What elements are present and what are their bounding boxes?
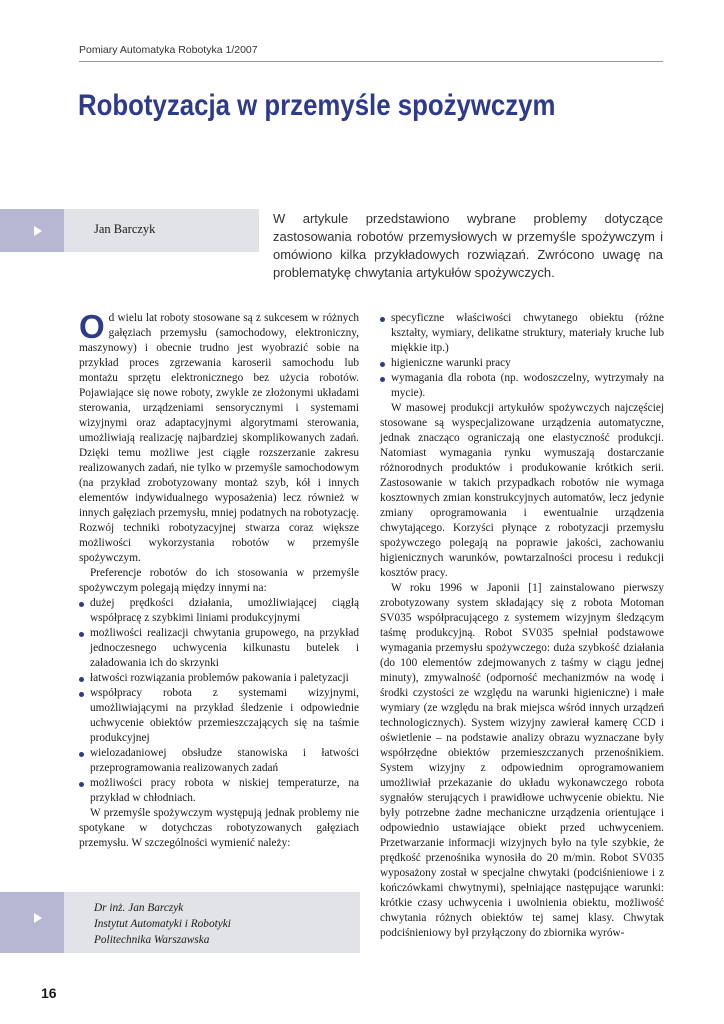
list-item: dużej prędkości działania, umożliwiającej ciągłą współpracę z szybkimi liniami produkcyjnymi [79,596,359,626]
closing-paragraph: W przemyśle spożywczym występują jednak problemy nie spotykane w dotychczas robotyzowanych gałęziach przemysłu. W szczególności wymienić należy: [79,807,359,849]
list-item: możliwości pracy robota w niskiej temperaturze, na przykład w chłodniach. [79,776,359,806]
body-paragraph: W masowej produkcji artykułów spożywczych najczęściej stosowane są wyspecjalizowane urządzenia automatyczne, jednak znacząco ograniczają one elastyczność produkcji. Natomiast wymagania rynku wymuszają dostarczanie różnorodnych produktów i produkowanie krótkich serii. Zastosowanie w takich przypadkach robotów nie wymaga kosztownych zmian konstrukcyjnych automatów, lecz jedynie zmiany oprogramowania i ewentualnie urządzenia chwytającego. Korzyści płynące z robotyzacji przemysłu spożywczego polegają na poprawie jakości, zachowaniu higienicznych warunków, powtarzalności procesu i redukcji kosztów pracy. [380,402,664,579]
abstract: W artykule przedstawiono wybrane problemy dotyczące zastosowania robotów przemysłowych w przemyśle spożywczym i omówiono kilka przykładowych rozwiązań. Zwrócono uwagę na problematykę chwytania artykułów spożywczych. [273,211,663,280]
list-item: specyficzne właściwości chwytanego obiektu (różne kształty, wymiary, delikatne struktury, materiały kruche lub miękkie itp.) [380,311,664,356]
preference-intro: Preferencje robotów do ich stosowania w przemyśle spożywczym polegają między innymi na: [79,567,359,594]
left-column [79,308,359,851]
affiliation-name: Dr inż. Jan Barczyk [94,902,184,914]
right-column [380,311,664,941]
list-item: współpracy robota z systemami wizyjnymi, umożliwiającymi na przykład śledzenie i odpowiednie uchwycenie obiektów przemieszczających się na taśmie produkcyjnej [79,686,359,746]
article-title: Robotyzacja w przemyśle spożywczym [78,89,556,122]
affiliation-tab [0,892,64,953]
affiliation-institute: Instytut Automatyki i Robotyki [94,918,231,930]
list-item: wielozadaniowej obsłudze stanowiska i łatwości przeprogramowania realizowanych zadań [79,746,359,776]
intro-text: d wielu lat roboty stosowane są z sukcesem w różnych gałęziach przemysłu (samochodowy, elektroniczny, maszynowy) i obecnie trudno jest wyobrazić sobie na przykład proces zgrzewania karoserii samochodu lub montażu sprzętu elektronicznego bez użycia robotów. Pojawiające się nowe roboty, zwykle ze złożonymi układami sterowania, urządzeniami sensorycznymi i systemami wizyjnymi oraz adaptacyjnymi algorytmami sterowania, umożliwiają realizację najbardziej skomplikowanych zadań. Dzięki temu możliwe jest ciągłe rozszerzanie zakresu realizowanych zadań, nie tylko w przemyśle samochodowym (na przykład zrobotyzowany montaż szyb, kół i innych elementów indywidualnego wyposażenia) lecz również w innych gałęziach przemysłu, mniej podatnych na robotyzację. Rozwój techniki robotyzacyjnej stwarza coraz większe możliwości wykorzystania robotów w przemyśle spożywczym. [79,312,359,564]
arrow-icon [34,913,42,923]
journal-header: Pomiary Automatyka Robotyka 1/2007 [79,44,258,56]
list-item: wymagania dla robota (np. wodoszczelny, wytrzymały na mycie). [380,371,664,401]
author-tab [0,209,64,252]
intro-paragraph [79,308,359,566]
list-item: higieniczne warunki pracy [380,356,664,371]
drop-cap: O [79,308,105,345]
body-paragraph: W roku 1996 w Japonii [1] zainstalowano pierwszy zrobotyzowany system składający się z robota Motoman SV035 współpracującego z systemem wizyjnym śledzącym taśmę produkcyjną. Robot SV035 spełniał podstawowe wymagania przemysłu spożywczego: duża szybkość działania (do 100 elementów zdejmowanych z taśmy w ciągu jednej minuty), zmywalność (odporność mechanizmów na wodę i środki czystości ze względu na warunki higieniczne) i małe wymiary (ze względu na brak miejsca wśród innych urządzeń technologicznych). System wizyjny zawierał kamerę CCD i oświetlenie – na podstawie analizy obrazu wyznaczane były współrzędne obiektów przemieszczanych przenośnikiem. System wizyjny z odpowiednim oprogramowaniem umożliwiał przekazanie do układu wykonawczego robota sygnałów sterujących i prawidłowe uchwycenie obiektu. Nie były potrzebne żadne mechaniczne urządzenia orientujące i odpowiednio ustawiające obiekt przed uchwyceniem. Przetwarzanie informacji wizyjnych było na tyle szybkie, że prędkość przenośnika wynosiła do 20 m/min. Robot SV035 wyposażony został w specjalne chwytaki (podciśnieniowe i z kończówkami chwytnymi), spełniające następujące warunki: krótkie czasy uchwycenia i uwolnienia obiektu, możliwość chwytania różnych obiektów tej samej klasy. Chwytak podciśnieniowy był przyłączony do zbiornika wyrów- [380,582,664,939]
page-number: 16 [41,985,57,1001]
preference-list [79,596,359,806]
author-name: Jan Barczyk [94,222,156,236]
problem-list [380,311,664,401]
affiliation-university: Politechnika Warszawska [94,934,210,946]
list-item: łatwości rozwiązania problemów pakowania i paletyzacji [79,671,359,686]
header-rule [79,61,663,62]
affiliation [94,900,231,948]
list-item: możliwości realizacji chwytania grupowego, na przykład jednoczesnego uchwycenia kilkunastu butelek i załadowania ich do skrzynki [79,626,359,671]
arrow-icon [34,226,42,236]
